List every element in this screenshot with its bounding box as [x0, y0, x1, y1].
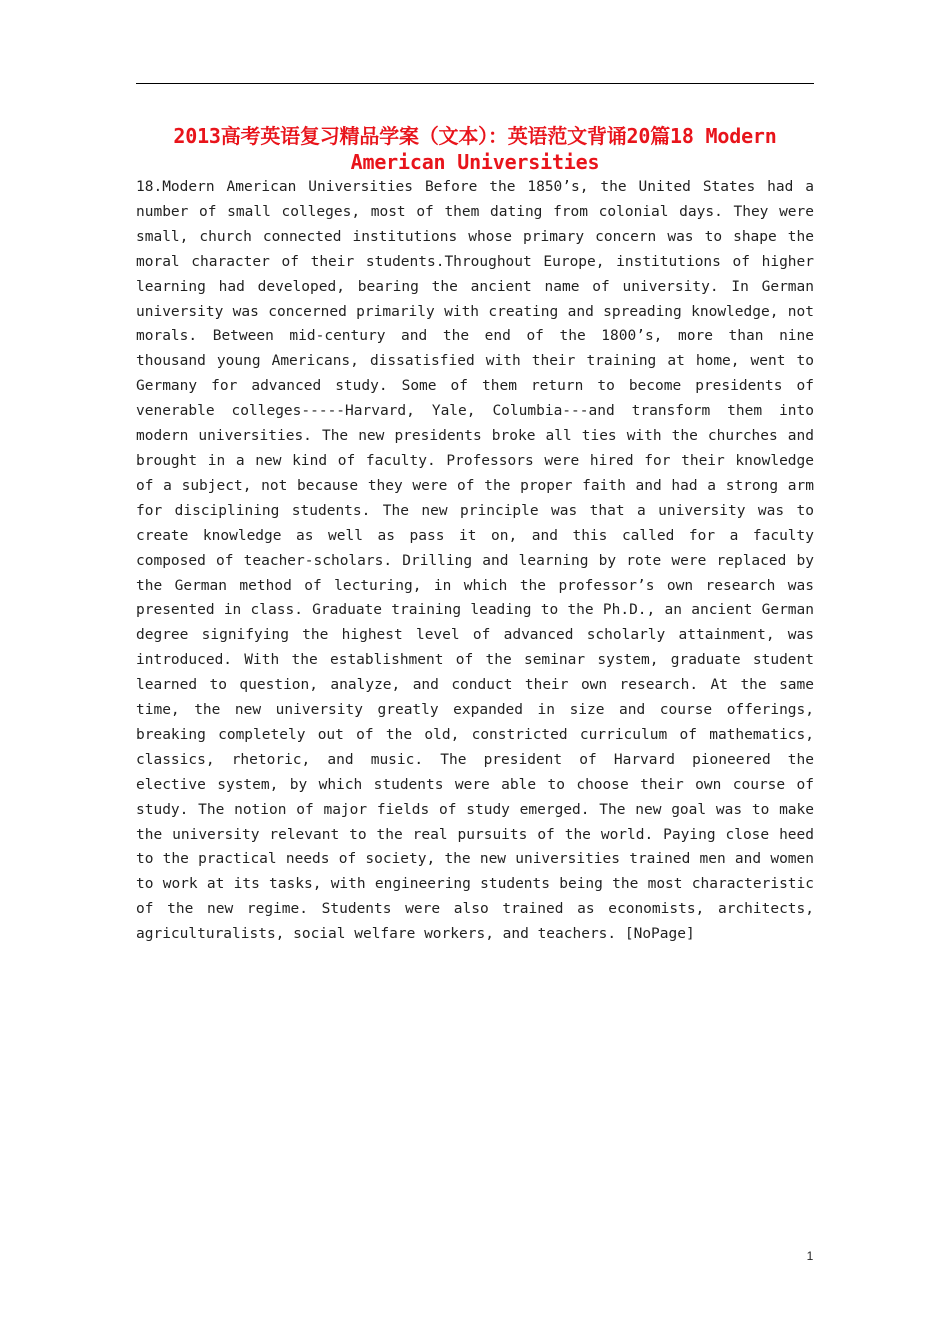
document-title: 2013高考英语复习精品学案（文本）：英语范文背诵20篇18 Modern American Universities	[173, 124, 777, 174]
page-number: 1	[806, 1249, 814, 1263]
document-body: 18.Modern American Universities Before the 1850’s, the United States had a number of small colleges, most of them dating from colonial days. They were small, church connected institutions whose primary concern was to shape the moral character of their students.Throughout Europe, institutions of higher learning had developed, bearing the ancient name of university. In German university was concerned primarily with creating and spreading knowledge, not morals. Between mid-century and the end of the 1800’s, more than nine thousand young Americans, dissatisfied with their training at home, went to Germany for advanced study. Some of them return to become presidents of venerable colleges-----Harvard, Yale, Columbia---and transform them into modern universities. The new presidents broke all ties with the churches and brought in a new kind of faculty. Professors were hired for their knowledge of a subject, not because they were of the proper faith and had a strong arm for disciplining students. The new principle was that a university was to create knowledge as well as pass it on, and this called for a faculty composed of teacher-scholars. Drilling and learning by rote were replaced by the German method of lecturing, in which the professor’s own research was presented in class. Graduate training leading to the Ph.D., an ancient German degree signifying the highest level of advanced scholarly attainment, was introduced. With the establishment of the seminar system, graduate student learned to question, analyze, and conduct their own research. At the same time, the new university greatly expanded in size and course offerings, breaking completely out of the old, constricted curriculum of mathematics, classics, rhetoric, and music. The president of Harvard pioneered the elective system, by which students were able to choose their own course of study. The notion of major fields of study emerged. The new goal was to make the university relevant to the real pursuits of the world. Paying close heed to the practical needs of society, the new universities trained men and women to work at its tasks, with engineering students being the most characteristic of the new regime. Students were also trained as economists, architects, agriculturalists, social welfare workers, and teachers. [NoPage]	[136, 179, 814, 943]
header-rule	[136, 83, 814, 84]
